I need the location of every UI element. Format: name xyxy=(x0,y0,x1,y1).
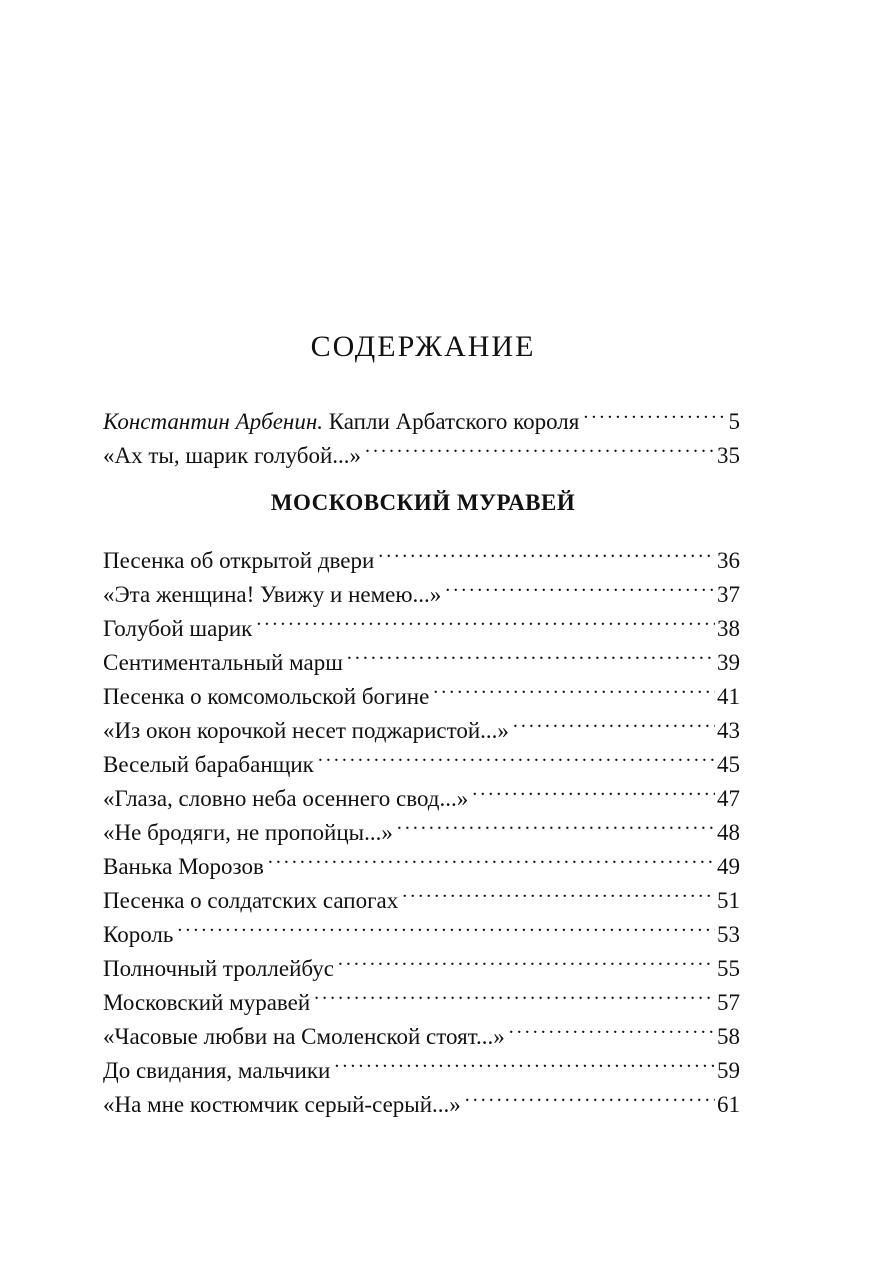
entry-page-number: 5 xyxy=(728,409,740,434)
entry-page-number: 37 xyxy=(717,582,740,607)
entry-title: Песенка об открытой двери xyxy=(103,548,375,573)
dot-leader xyxy=(513,704,715,738)
intro-toc-list xyxy=(103,395,740,468)
entry-page-number: 43 xyxy=(717,718,740,743)
entry-page-number: 35 xyxy=(717,443,740,468)
dot-leader xyxy=(402,874,715,908)
entry-title: «Часовые любви на Смоленской стоят...» xyxy=(103,1024,505,1049)
entry-title: Песенка о солдатских сапогах xyxy=(103,888,399,913)
entry-title: Веселый барабанщик xyxy=(103,752,314,777)
entry-title: Король xyxy=(103,922,174,947)
entry-page-number: 36 xyxy=(717,548,740,573)
dot-leader xyxy=(318,738,715,772)
toc-entry xyxy=(103,534,740,573)
dot-leader xyxy=(334,1044,715,1078)
entry-page-number: 48 xyxy=(717,820,740,845)
entry-title: «Ах ты, шарик голубой...» xyxy=(103,443,362,468)
entry-page-number: 59 xyxy=(717,1058,740,1083)
entry-page-number: 41 xyxy=(717,684,740,709)
entry-title: Московский муравей xyxy=(103,990,311,1015)
entry-title: «Не бродяги, не пропойцы...» xyxy=(103,820,393,845)
dot-leader xyxy=(268,840,715,874)
entry-title: До свидания, мальчики xyxy=(103,1058,331,1083)
entry-page-number: 47 xyxy=(717,786,740,811)
entry-page-number: 45 xyxy=(717,752,740,777)
entry-title: «Эта женщина! Увижу и немею...» xyxy=(103,582,442,607)
entry-title: Капли Арбатского короля xyxy=(328,409,580,434)
entry-page-number: 38 xyxy=(717,616,740,641)
entry-page-number: 53 xyxy=(717,922,740,947)
dot-leader xyxy=(397,806,715,840)
dot-leader xyxy=(445,568,715,602)
entry-title: Песенка о комсомольской богине xyxy=(103,684,430,709)
entry-page-number: 58 xyxy=(717,1024,740,1049)
entry-page-number: 49 xyxy=(717,854,740,879)
entry-title: «Из окон корочкой несет поджаристой...» xyxy=(103,718,509,743)
entry-page-number: 57 xyxy=(717,990,740,1015)
dot-leader xyxy=(314,976,715,1010)
entry-title: Полночный троллейбус xyxy=(103,956,334,981)
entry-page-number: 61 xyxy=(717,1092,740,1117)
dot-leader xyxy=(472,772,715,806)
dot-leader xyxy=(378,534,715,568)
toc-entry xyxy=(103,395,740,434)
dot-leader xyxy=(433,670,715,704)
entry-author: Константин Арбенин. xyxy=(103,409,323,434)
dot-leader xyxy=(365,429,715,463)
dot-leader xyxy=(338,942,715,976)
toc-entry xyxy=(103,908,740,947)
entry-page-number: 51 xyxy=(717,888,740,913)
entry-page-number: 39 xyxy=(717,650,740,675)
dot-leader xyxy=(583,395,726,429)
dot-leader xyxy=(256,602,715,636)
section-title: МОСКОВСКИЙ МУРАВЕЙ xyxy=(270,490,576,515)
entry-title: «Глаза, словно неба осеннего свод...» xyxy=(103,786,469,811)
section-toc-list xyxy=(103,534,740,1117)
dot-leader xyxy=(465,1078,715,1112)
dot-leader xyxy=(347,636,715,670)
entry-title: Сентиментальный марш xyxy=(103,650,343,675)
entry-title: «На мне костюмчик серый-серый...» xyxy=(103,1092,461,1117)
toc-entry xyxy=(103,942,740,981)
entry-page-number: 55 xyxy=(717,956,740,981)
toc-title: СОДЕРЖАНИЕ xyxy=(310,330,536,363)
dot-leader xyxy=(177,908,715,942)
dot-leader xyxy=(509,1010,715,1044)
entry-title: Голубой шарик xyxy=(103,616,253,641)
entry-title: Ванька Морозов xyxy=(103,854,264,879)
